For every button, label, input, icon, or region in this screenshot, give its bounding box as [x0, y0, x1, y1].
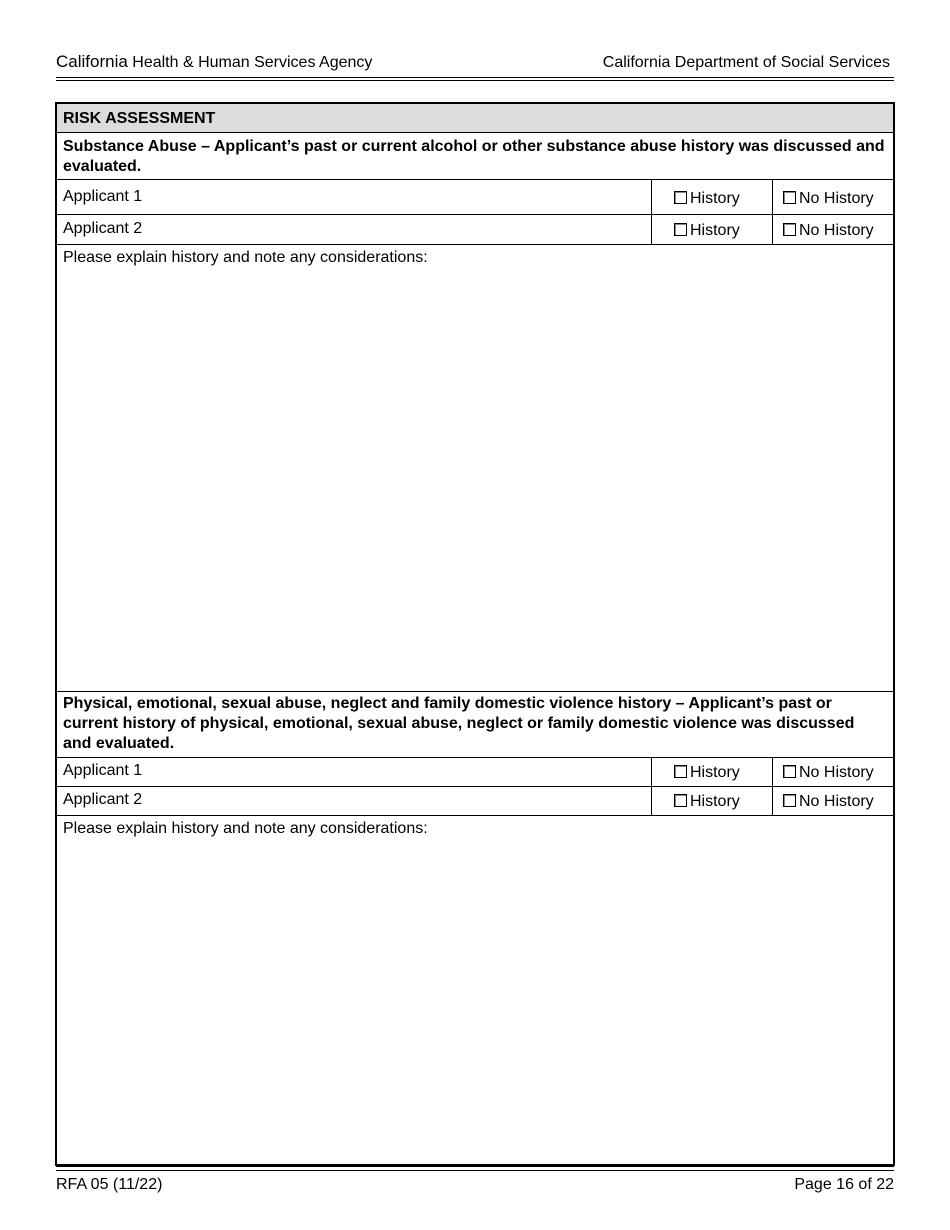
history-option[interactable]: History: [652, 758, 773, 786]
substance-explain-label: Please explain history and note any considerations:: [63, 249, 428, 266]
risk-assessment-form: [55, 102, 895, 1166]
section-title: RISK ASSESSMENT: [63, 110, 216, 127]
page-footer: [56, 1176, 894, 1196]
history-option[interactable]: History: [652, 787, 773, 815]
no-history-option[interactable]: No History: [773, 180, 893, 214]
footer-rule-1: [56, 1166, 894, 1167]
no-history-option[interactable]: No History: [773, 758, 893, 786]
substance-explain-area[interactable]: [57, 245, 893, 692]
page-number: Page 16 of 22: [794, 1176, 894, 1193]
substance-heading-row: [57, 133, 893, 180]
history-option[interactable]: History: [652, 180, 773, 214]
header-rule-2: [56, 80, 894, 81]
applicant-label: Applicant 1: [57, 180, 652, 214]
history-checkbox[interactable]: [674, 765, 687, 778]
no-history-option[interactable]: No History: [773, 215, 893, 244]
substance-applicant1-row: [57, 180, 893, 215]
history-checkbox[interactable]: [674, 223, 687, 236]
substance-applicant2-row: [57, 215, 893, 245]
page-header: [56, 52, 890, 74]
applicant-label: Applicant 2: [57, 215, 652, 244]
history-checkbox[interactable]: [674, 191, 687, 204]
applicant-label: Applicant 2: [57, 787, 652, 815]
footer-rule-2: [56, 1170, 894, 1171]
abuse-applicant2-row: [57, 787, 893, 816]
section-title-row: [57, 104, 893, 133]
agency-name: [56, 52, 372, 72]
department-name: California Department of Social Services: [602, 54, 890, 71]
abuse-applicant1-row: [57, 758, 893, 787]
applicant-label: Applicant 1: [57, 758, 652, 786]
no-history-option[interactable]: No History: [773, 787, 893, 815]
no-history-checkbox[interactable]: [783, 223, 796, 236]
form-id: RFA 05 (11/22): [56, 1176, 163, 1193]
agency-rest: Health & Human Services Agency: [132, 54, 373, 71]
abuse-heading-row: [57, 692, 893, 758]
history-checkbox[interactable]: [674, 794, 687, 807]
abuse-explain-area[interactable]: [57, 816, 893, 1164]
abuse-heading: Physical, emotional, sexual abuse, neglect and family domestic violence history – Applicant’s past or current history of physical, emotional, sexual abuse, neglect or family domestic violence was discussed and evaluated.: [63, 695, 855, 752]
history-option[interactable]: History: [652, 215, 773, 244]
header-rule-1: [56, 77, 894, 78]
no-history-checkbox[interactable]: [783, 794, 796, 807]
agency-prefix: California: [56, 52, 128, 71]
substance-heading: Substance Abuse – Applicant’s past or current alcohol or other substance abuse history was discussed and evaluated.: [63, 138, 885, 175]
no-history-checkbox[interactable]: [783, 765, 796, 778]
no-history-checkbox[interactable]: [783, 191, 796, 204]
abuse-explain-label: Please explain history and note any considerations:: [63, 820, 428, 837]
